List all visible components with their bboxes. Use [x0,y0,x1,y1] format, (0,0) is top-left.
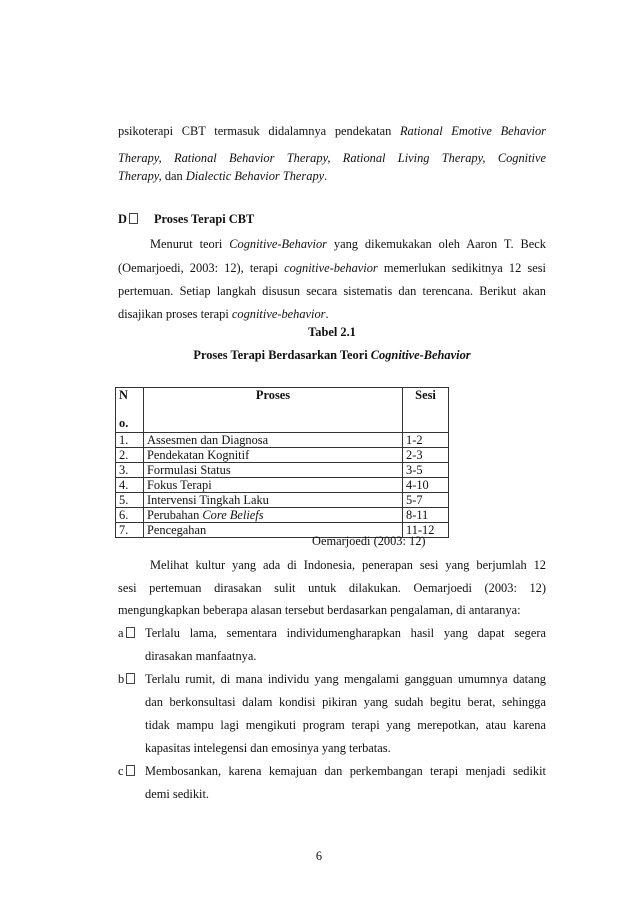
cell-no: 4. [116,478,144,493]
text: Perubahan [147,508,203,522]
para2-line-3: mengungkapkan beberapa alasan tersebut berdasarkan pengalaman, di antaranya: [118,603,521,617]
para1-line-4 [118,306,546,322]
cell-proses: Intervensi Tingkah Laku [144,493,403,508]
cell-proses: Assesmen dan Diagnosa [144,433,403,448]
list-b-line-2: dan berkonsultasi dalam kondisi pikiran yang sudah begitu berat, sehingga [145,695,546,709]
cell-sesi: 8-11 [403,508,449,523]
cell-sesi: 4-10 [403,478,449,493]
cell-proses: Pendekatan Kognitif [144,448,403,463]
text: c [118,764,124,778]
para2-line-1: Melihat kultur yang ada di Indonesia, penerapan sesi yang berjumlah 12 [150,558,546,572]
list-c-line-1: Membosankan, karena kemajuan dan perkembangan terapi menjadi sedikit [145,764,546,778]
term: Core Beliefs [202,508,264,522]
table-caption-title [118,347,546,363]
list-a-line-2: dirasakan manfaatnya. [145,649,257,663]
section-marker: D [118,212,127,226]
term: cognitive-behavior [231,307,326,321]
list-b-line-4: kapasitas intelegensi dan emosinya yang terbatas. [145,741,391,755]
text: b [118,672,125,686]
cell-proses: Pencegahan [144,523,403,538]
text: N [119,388,128,402]
header-no [116,388,144,433]
para2-line-2: sesi pertemuan dirasakan sulit untuk dilakukan. Oemarjoedi (2003: 12) [118,581,546,595]
cell-proses: Fokus Terapi [144,478,403,493]
list-b-line-1: Terlalu rumit, di mana individu yang mengalami gangguan umumnya datang [145,672,546,686]
cell-no: 3. [116,463,144,478]
list-marker-a [118,625,148,641]
intro-term: Rational Emotive Behavior [399,124,546,138]
cell-no: 7. [116,523,144,538]
intro-text: psikoterapi CBT termasuk didalamnya pendekatan [118,124,400,138]
cell-sesi: 2-3 [403,448,449,463]
cell-sesi: 3-5 [403,463,449,478]
table-caption-label [118,324,546,340]
cell-no: 6. [116,508,144,523]
text: (Oemarjoedi, 2003: 12), terapi [118,261,285,275]
missing-glyph-box [126,765,135,776]
intro-text: . [324,169,328,183]
text: yang dikemukakan oleh Aaron T. Beck [326,237,546,251]
table-row [116,493,449,508]
table-source: Oemarjoedi (2003: 12) [312,534,426,548]
para1-line-1 [150,236,546,252]
text: disajikan proses terapi [118,307,232,321]
section-title: Proses Terapi CBT [153,212,255,226]
term: Cognitive-Behavior [370,348,471,362]
table-row [116,508,449,523]
cell-proses: Formulasi Status [144,463,403,478]
table-row [116,463,449,478]
cell-no: 2. [116,448,144,463]
missing-glyph-box [129,213,138,224]
list-marker-c [118,763,148,779]
table-row [116,478,449,493]
cell-proses [144,508,403,523]
section-heading [118,211,546,227]
text: Proses Terapi Berdasarkan Teori [193,348,371,362]
intro-line-3 [118,168,546,184]
list-a-line-1: Terlalu lama, sementara individumengharapkan hasil yang dapat segera [145,626,546,640]
missing-glyph-box [126,673,135,684]
text: a [118,626,124,640]
cell-sesi: 11-12 [403,523,449,538]
text: o. [119,416,129,430]
intro-text: dan [161,169,186,183]
cell-no: 1. [116,433,144,448]
intro-terms: Therapy, Rational Behavior Therapy, Rational Living Therapy, Cognitive [118,151,546,165]
list-c-line-2: demi sedikit. [145,787,210,801]
cell-sesi: 1-2 [403,433,449,448]
text: memerlukan sedikitnya 12 sesi [377,261,546,275]
table-row [116,448,449,463]
intro-line-2 [118,150,546,166]
text: Tabel 2.1 [308,325,356,339]
text: . [325,307,329,321]
text: Menurut teori [150,237,230,251]
page-number: 6 [315,849,323,863]
process-table [115,387,449,538]
missing-glyph-box [126,627,135,638]
intro-line-1 [118,123,546,139]
table-row [116,433,449,448]
intro-term: Dialectic Behavior Therapy [185,169,325,183]
header-proses: Proses [144,388,403,433]
list-b-line-3: tidak mampu lagi mengikuti program terapi yang merepotkan, atau karena [145,718,546,732]
text: pertemuan. Setiap langkah disusun secara sistematis dan terencana. Berikut akan [118,284,546,298]
cell-sesi: 5-7 [403,493,449,508]
para1-line-2 [118,260,546,276]
header-sesi: Sesi [403,388,449,433]
table-header-row [116,388,449,433]
term: cognitive-behavior [284,261,378,275]
para1-line-3 [118,283,546,299]
cell-no: 5. [116,493,144,508]
term: Cognitive-Behavior [229,237,327,251]
intro-term: Therapy, [118,169,162,183]
list-marker-b [118,671,148,687]
